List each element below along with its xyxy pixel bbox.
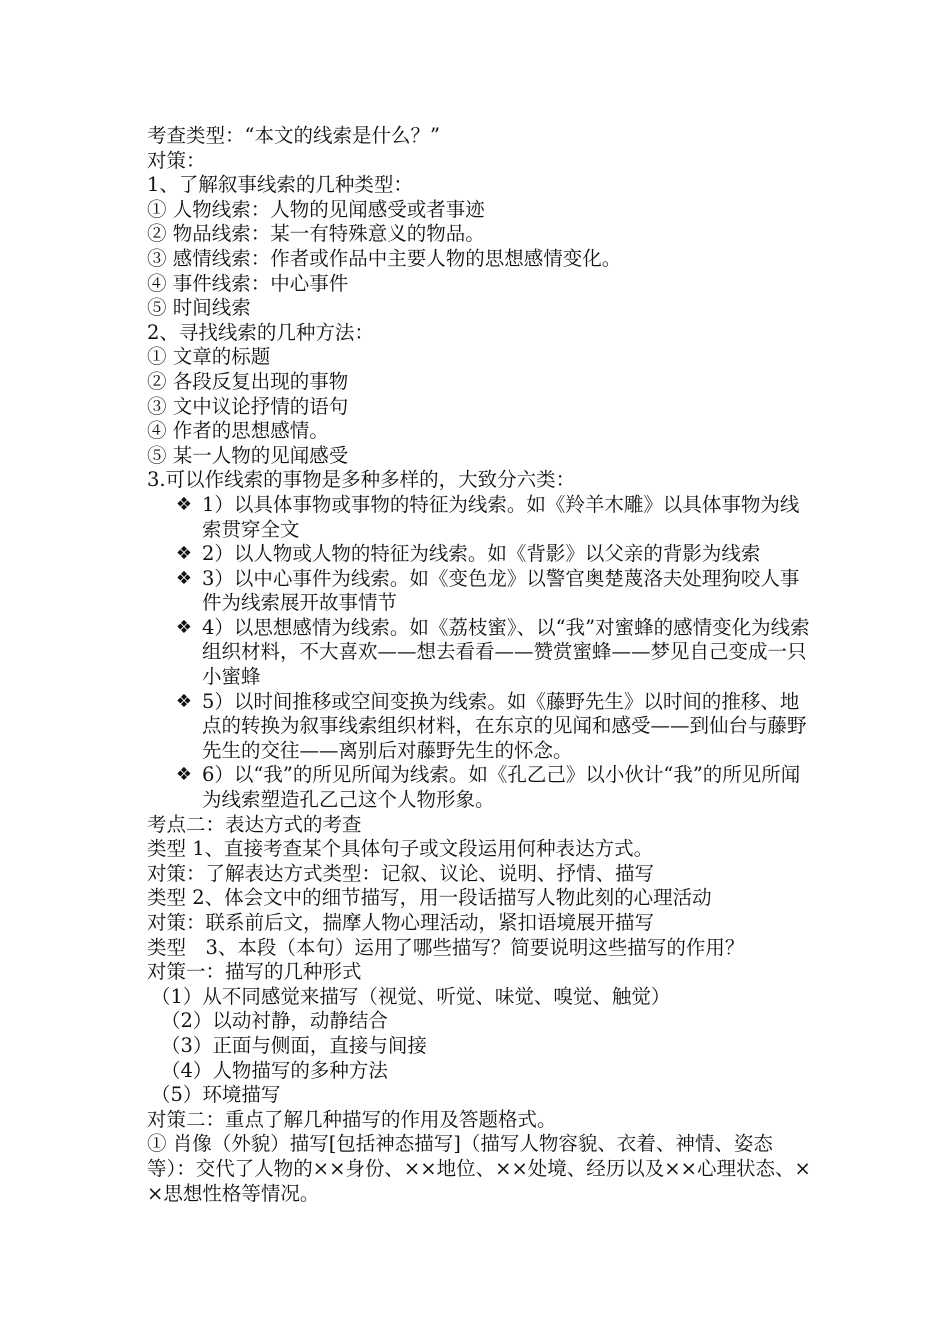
text-line: 对策：	[147, 148, 206, 172]
text-line: ① 肖像（外貌）描写[包括神态描写]（描写人物容貌、衣着、神情、姿态	[147, 1132, 773, 1156]
text-line: ④ 作者的思想感情。	[147, 419, 329, 443]
description-form-item: （2）以动衬静，动静结合	[161, 1009, 388, 1033]
diamond-bullet-icon: ❖	[175, 764, 193, 786]
text-line: 类型 2、体会文中的细节描写，用一段话描写人物此刻的心理活动	[147, 886, 712, 910]
description-form-item: （3）正面与侧面，直接与间接	[161, 1033, 427, 1057]
bullet-text: 2）以人物或人物的特征为线索。如《背影》以父亲的背影为线索	[202, 542, 761, 566]
text-line: 等）：交代了人物的××身份、××地位、××处境、经历以及××心理状态、×	[147, 1156, 811, 1180]
clue-category-item	[147, 616, 837, 690]
diamond-bullet-icon: ❖	[175, 543, 193, 565]
description-form-item: （1）从不同感觉来描写（视觉、听觉、味觉、嗅觉、触觉）	[151, 984, 671, 1008]
text-line: 类型 1、直接考查某个具体句子或文段运用何种表达方式。	[147, 837, 654, 861]
text-line: ③ 感情线索：作者或作品中主要人物的思想感情变化。	[147, 246, 622, 270]
diamond-bullet-icon: ❖	[175, 690, 193, 712]
text-line: ⑤ 某一人物的见闻感受	[147, 443, 349, 467]
text-line: 考点二：表达方式的考查	[147, 812, 362, 836]
text-line: 2、寻找线索的几种方法：	[147, 320, 374, 344]
expression-section	[147, 813, 837, 985]
text-line: 1、了解叙事线索的几种类型：	[147, 173, 413, 197]
text-line: ① 人物线索：人物的见闻感受或者事迹	[147, 197, 485, 221]
clue-category-item	[147, 567, 837, 616]
description-form-item: （4）人物描写的多种方法	[161, 1058, 388, 1082]
bullet-text: 6）以“我”的所见所闻为线索。如《孔乙己》以小伙计“我”的所见所闻为线索塑造孔乙己这个人物形象。	[202, 763, 801, 812]
diamond-bullet-icon: ❖	[175, 567, 193, 589]
text-line: 考查类型：“本文的线索是什么？”	[147, 124, 440, 147]
diamond-bullet-icon: ❖	[175, 493, 193, 515]
clue-category-item	[147, 763, 837, 812]
clue-category-item	[147, 542, 837, 567]
clue-category-list	[147, 493, 837, 813]
document-body	[147, 124, 837, 1206]
text-line: ⑤ 时间线索	[147, 296, 251, 320]
text-line: 3.可以作线索的事物是多种多样的，大致分六类：	[147, 468, 576, 492]
clue-category-item	[147, 690, 837, 764]
text-line: ② 物品线索：某一有特殊意义的物品。	[147, 222, 485, 246]
text-line: ② 各段反复出现的事物	[147, 369, 349, 393]
portrait-description-paragraph	[147, 1132, 837, 1206]
text-line: 类型 3、本段（本句）运用了哪些描写？简要说明这些描写的作用？	[147, 935, 745, 959]
diamond-bullet-icon: ❖	[175, 616, 193, 638]
strategy-two-heading: 对策二：重点了解几种描写的作用及答题格式。	[147, 1107, 557, 1131]
text-line: 对策：联系前后文，揣摩人物心理活动，紧扣语境展开描写	[147, 911, 655, 934]
text-line: ③ 文中议论抒情的语句	[147, 394, 349, 418]
text-line: ① 文章的标题	[147, 345, 271, 369]
text-line: 对策一：描写的几种形式	[147, 960, 362, 984]
bullet-text: 5）以时间推移或空间变换为线索。如《藤野先生》以时间的推移、地点的转换为叙事线索组织材料，在东京的见闻和感受——到仙台与藤野先生的交往——离别后对藤野先生的怀念。	[202, 689, 807, 762]
bullet-text: 4）以思想感情为线索。如《荔枝蜜》、以“我”对蜜蜂的感情变化为线索组织材料，不大喜欢——想去看看——赞赏蜜蜂——梦见自己变成一只小蜜蜂	[202, 615, 810, 689]
clue-category-item	[147, 493, 837, 542]
bullet-text: 1）以具体事物或事物的特征为线索。如《羚羊木雕》以具体事物为线索贯穿全文	[202, 492, 800, 541]
text-line: ④ 事件线索：中心事件	[147, 271, 349, 295]
clue-section	[147, 124, 837, 493]
text-line: 对策：了解表达方式类型：记叙、议论、说明、抒情、描写	[147, 861, 655, 885]
bullet-text: 3）以中心事件为线索。如《变色龙》以警官奥楚蔑洛夫处理狗咬人事件为线索展开故事情节	[202, 566, 800, 615]
description-form-item: （5）环境描写	[151, 1083, 281, 1107]
text-line: ×思想性格等情况。	[147, 1181, 320, 1205]
